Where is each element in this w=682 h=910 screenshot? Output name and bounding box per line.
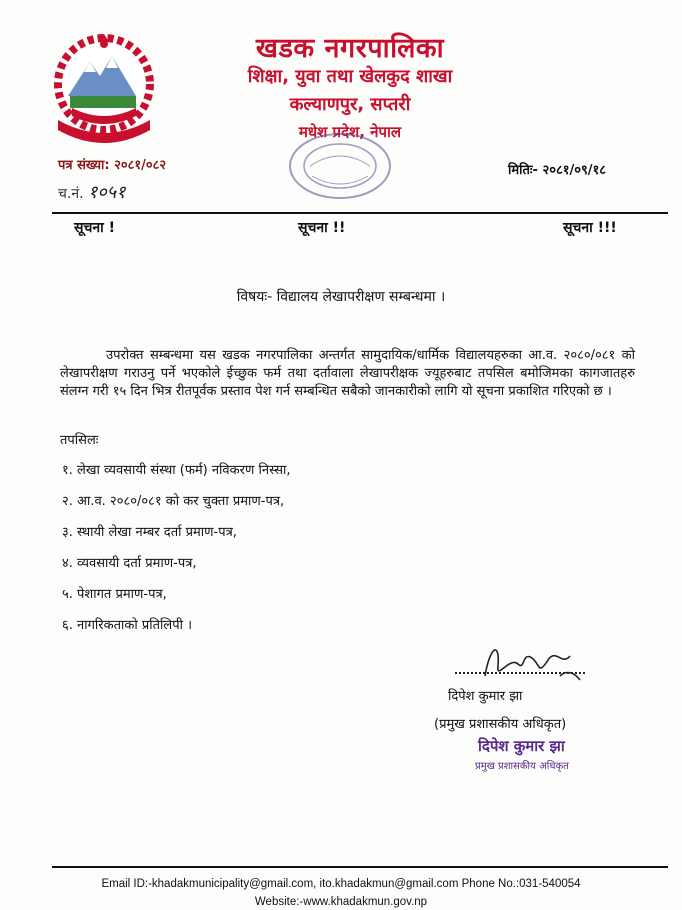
list-item: ४. व्यवसायी दर्ता प्रमाण-पत्र, — [62, 556, 197, 571]
nepal-emblem-icon — [40, 26, 168, 146]
province: मधेश प्रदेश, नेपाल — [298, 123, 402, 141]
signature-line — [455, 672, 585, 674]
requirements-list — [62, 460, 291, 646]
office-stamp — [280, 126, 400, 206]
list-item: १. लेखा व्यवसायी संस्था (फर्म) नविकरण निस्सा, — [62, 463, 291, 478]
letter-number — [58, 155, 166, 173]
stamp-signatory-title: प्रमुख प्रशासकीय अधिकृत — [475, 761, 569, 772]
stamp-signatory-name: दिपेश कुमार झा — [478, 737, 565, 755]
notice-heading-1: सूचना ! — [74, 220, 116, 236]
letter-number-value: २०८१/०८२ — [114, 158, 167, 173]
header-divider — [52, 212, 668, 214]
details-label: तपसिलः — [60, 433, 99, 448]
location: कल्याणपुर, सप्तरी — [289, 94, 411, 115]
list-item: २. आ.व. २०८०/०८१ को कर चुक्ता प्रमाण-पत्र, — [62, 494, 285, 509]
signatory-title: (प्रमुख प्रशासकीय अधिकृत) — [434, 717, 567, 732]
letter-date — [508, 160, 606, 178]
footer-contact: Email ID:-khadakmunicipality@gmail.com, ito.khadakmun@gmail.com Phone No.:031-540054 — [101, 878, 581, 890]
notice-heading-3: सूचना !!! — [563, 220, 617, 236]
dispatch-number-label: च.नं. — [58, 186, 84, 202]
letter-number-label: पत्र संख्या: — [58, 158, 110, 173]
date-value: २०८१/०९/१८ — [542, 163, 607, 178]
municipality-name: खडक नगरपालिका — [255, 33, 445, 64]
subject-line: विषयः- विद्यालय लेखापरीक्षण सम्बन्धमा । — [236, 289, 446, 305]
dispatch-number — [58, 180, 125, 204]
list-item: ५. पेशागत प्रमाण-पत्र, — [62, 587, 167, 602]
date-label: मितिः- — [508, 163, 538, 178]
footer-website: Website:-www.khadakmun.gov.np — [254, 896, 428, 908]
list-item: ३. स्थायी लेखा नम्बर दर्ता प्रमाण-पत्र, — [62, 525, 237, 540]
section-name: शिक्षा, युवा तथा खेलकुद शाखा — [247, 66, 453, 87]
body-paragraph: उपरोक्त सम्बन्धमा यस खडक नगरपालिका अन्तर्गत सामुदायिक/धार्मिक विद्यालयहरुका आ.व. २०८०/०८१ को लेखापरीक्षण गराउनु पर्ने भएकोले ईच्छुक फर्म तथा दर्तावाला लेखापरीक्षक ज्यूहरुबाट तपसिल बमोजिमका कागजातहरु संलग्न गरी १५ दिन भित्र रीतपूर्वक प्रस्ताव पेश गर्न सम्बन्धित सबैको जानकारीको लागि यो सूचना प्रकाशित गरिएको छ । — [60, 348, 635, 399]
footer-divider — [52, 866, 668, 868]
signatory-name: दिपेश कुमार झा — [448, 689, 523, 704]
notice-heading-2: सूचना !! — [298, 220, 346, 236]
list-item: ६. नागरिकताको प्रतिलिपी । — [62, 618, 193, 633]
dispatch-number-value: १०५१ — [88, 182, 126, 203]
